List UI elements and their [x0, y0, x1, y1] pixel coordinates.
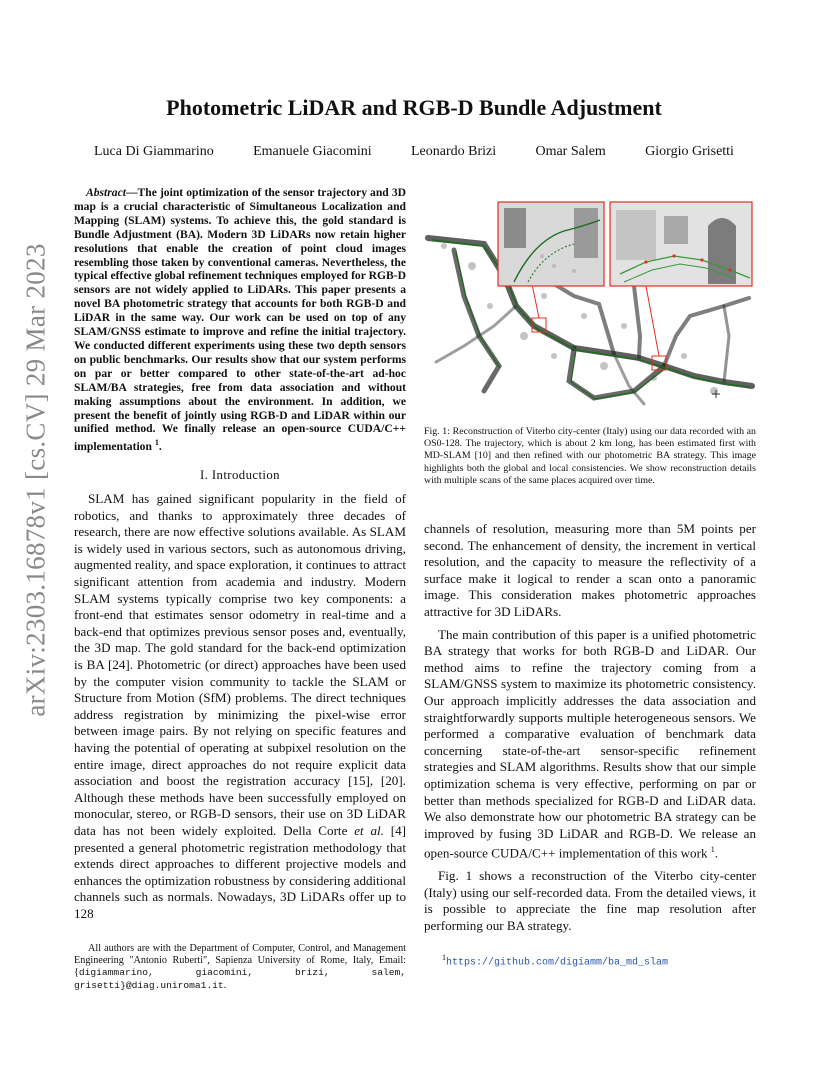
detail-inset-right — [610, 202, 752, 286]
intro-continuation: channels of resolution, measuring more than 5M points per second. The enhancement of density, the increment in vertical resolution, and the capacity to measure the reflectivity of a surface make it logical to render a scan onto a panoramic image. This consideration makes photometric approaches attractive for 3D LiDARs. — [424, 521, 756, 619]
email-list: digiammarino, giacomini, brizi, salem, grisetti — [74, 967, 406, 991]
footnote-mark: 1 — [710, 845, 715, 855]
paper-title: Photometric LiDAR and RGB-D Bundle Adjustment — [166, 95, 662, 120]
code-footnote — [424, 953, 756, 968]
section-heading-introduction: I. Introduction — [200, 468, 280, 483]
affiliation-footnote — [74, 943, 406, 993]
abstract-text: The joint optimization of the sensor trajectory and 3D map is a crucial characteristic of Simultaneous Localization and Mapping (SLAM) systems. To achieve this, the gold standard is Bundle Adjustment (BA). Modern 3D LiDARs now retain higher resolutions that enable the creation of point cloud images resembling those taken by conventional cameras. Nevertheless, the typical effective global refinement techniques employed for RGB-D sensors are not widely applied to LiDARs. This paper presents a novel BA photometric strategy that accounts for both RGB-D and LiDAR in the same way. Our work can be used on top of any SLAM/GNSS estimate to improve and refine the initial trajectory. We conducted different experiments using these two depth sensors on public benchmarks. Our results show that our system performs on par or better compared to other state-of-the-art ad-hoc SLAM/BA strategies, free from data association and without making assumptions about the environment. In addition, we present the benefit of jointly using RGB-D and LiDAR within our unified method. We finally release an open-source CUDA/C++ implementation — [74, 186, 406, 454]
abstract-label: Abstract — [86, 186, 126, 199]
author-list — [94, 144, 734, 160]
arxiv-sidebar — [14, 240, 58, 720]
github-link[interactable]: https://github.com/digiamm/ba_md_slam — [446, 957, 669, 969]
reconstruction-map-image — [424, 186, 756, 418]
right-column — [424, 186, 756, 968]
intro-etal: et al. — [354, 822, 384, 838]
author-name: Emanuele Giacomini — [253, 144, 372, 159]
contribution-paragraph — [424, 627, 756, 863]
affiliation-tail: . — [223, 979, 227, 991]
email-domain: }@diag.uniroma1.it — [120, 979, 224, 991]
author-name: Luca Di Giammarino — [94, 144, 214, 159]
contribution-tail: . — [714, 845, 719, 861]
left-column — [74, 186, 406, 992]
affiliation-text: All authors are with the Department of Computer, Control, and Management Engineering "Antonio Ruberti", Sapienza University of Rome, Italy, Email: { — [74, 942, 406, 979]
footnote-mark: 1 — [442, 952, 446, 962]
author-name: Omar Salem — [535, 144, 606, 159]
figure-caption: Fig. 1: Reconstruction of Viterbo city-center (Italy) using our data recorded with an OS0-128. The trajectory, which is about 2 km long, has been estimated first with MD-SLAM [10] and then refined with our photometric BA strategy. This image highlights both the global and local consistencies. We show reconstruction details with multiple scans of the same places acquired over time. — [424, 426, 756, 486]
contribution-text: The main contribution of this paper is a unified photometric BA strategy that works for both RGB-D and LiDAR. Our method aims to refine the trajectory coming from a SLAM/GNSS system to maximize its photometric consistency. Our approach implicitly addresses the data association and straightforwardly supports multiple heterogeneous sensors. We performed a comparative evaluation of benchmark data concerning state-of-the-art sensor-specific refinement strategies and SLAM algorithms. Results show that our simple optimization schema is very effective, performing on par or better than methods specialized for RGB-D and LiDAR data. We also demonstrate how our photometric BA strategy can be improved by fusing 3D LiDAR and RGB-D. We release an open-source CUDA/C++ implementation of this work — [424, 626, 756, 861]
footnote-mark: 1 — [154, 438, 159, 448]
figure-1 — [424, 186, 756, 418]
detail-inset-left — [498, 202, 604, 286]
arxiv-identifier: arXiv:2303.16878v1 [cs.CV] 29 Mar 2023 — [20, 243, 51, 717]
abstract — [74, 186, 406, 454]
intro-text: SLAM has gained significant popularity in the field of robotics, and thanks to approximately three decades of research, there are now effective solutions available. As SLAM is widely used in various sectors, such as autonomous driving, augmented reality, and space exploration, it continues to attract significant attention from academia and industry. Modern SLAM systems typically comprise two key components: a front-end that estimates sensor odometry in real-time and a back-end that optimizes previous sensor poses and, eventually, the 3D map. The gold standard for the back-end optimization is BA [24]. Photometric (or direct) approaches have been used by the computer vision community to tackle the SLAM or Structure from Motion (SfM) problems. The direct techniques address registration by minimizing the pixel-wise error between image pairs. By not relying on specific features and having the potential of operating at subpixel resolution on the entire image, direct approaches do not require explicit data association and boost the registration accuracy [15], [20]. Although these methods have been successfully employed on monocular, stereo, or RGB-D sensors, their use on 3D LiDAR data has not been widely exploited. Della Corte — [74, 491, 406, 838]
abstract-tail: . — [158, 440, 162, 454]
abstract-dash: — — [125, 186, 138, 199]
figure-reference-paragraph: Fig. 1 shows a reconstruction of the Viterbo city-center (Italy) using our self-recorded data. From the detailed views, it is possible to appreciate the fine map resolution after performing our BA strategy. — [424, 868, 756, 934]
intro-text: [4] presented a general photometric registration methodology that extends direct approaches to different projective models and enhances the optimization robustness by considering additional channels such as normals. Nowadays, 3D LiDARs offer up to 128 — [74, 822, 407, 921]
author-name: Giorgio Grisetti — [645, 144, 734, 159]
intro-paragraph — [74, 491, 406, 922]
author-name: Leonardo Brizi — [410, 144, 497, 159]
